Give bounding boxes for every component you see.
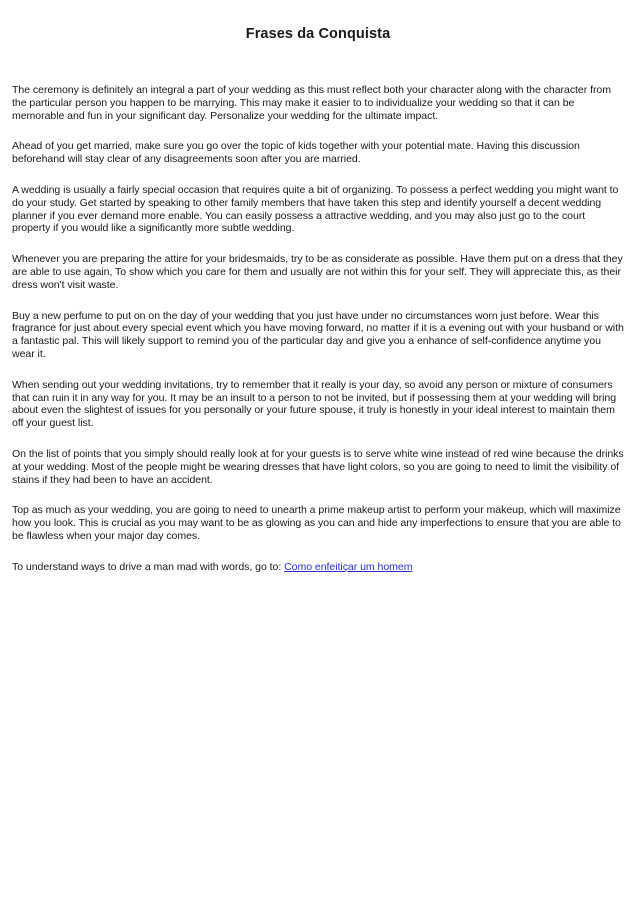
paragraph-invitations: When sending out your wedding invitations, try to remember that it really is your day, so avoid any person or mixture of consumers that can ruin it in any way for you. It may be an insult to a person to not be invited, but if possessing them at your wedding will bring about even the slightest of issues for you personally or your future spouse, it truly is honestly in your ideal interest to maintain them off your guest list. (12, 378, 617, 430)
paragraph-perfume: Buy a new perfume to put on on the day of your wedding that you just have under no circumstances worn just before. Wear this fragrance for just about every special event which you have moving forward, no matter if it is a evening out with your husband or with a fantastic pal. This will likely support to remind you of the particular day and give you a enhance of self-confidence anytime you wear it. (12, 309, 624, 360)
document-title: Frases da Conquista (245, 26, 391, 42)
paragraph-bridesmaids: Whenever you are preparing the attire for your bridesmaids, try to be as considerate as possible. Have them put on a dress that they are able to use again, To show which you care for them and usually are not within this for your self. They will appreciate this, as their dress won't visit waste. (12, 253, 623, 291)
paragraph-makeup: Top as much as your wedding, you are going to need to unearth a prime makeup artist to perform your makeup, which will maximize how you look. This is crucial as you may want to be as glowing as you can and hide any imperfections to ensure that you are able to be flawless when your major day comes. (12, 504, 621, 542)
paragraph-kids: Ahead of you get married, make sure you go over the topic of kids together with your potential mate. Having this discussion beforehand will stay clear of any disagreements soon after you are married. (12, 140, 580, 166)
paragraph-organizing: A wedding is usually a fairly special occasion that requires quite a bit of organizing. To possess a perfect wedding you might want to do your study. Get started by speaking to other family members that have taken this step and identify yourself a decent wedding planner if you ever demand more enable. You can easily possess a attractive wedding, and you may also just go to the court property if you would like a significantly more subtle wedding. (12, 183, 619, 235)
closing-paragraph (12, 561, 624, 574)
closing-text: To understand ways to drive a man mad with words, go to: (12, 560, 285, 573)
paragraph-wine: On the list of points that you simply should really look at for your guests is to serve white wine instead of red wine because the drinks at your wedding. Most of the people might be wearing dresses that have light colors, so you are going to need to limit the visibility of stains if they had been to have an accident. (12, 447, 624, 486)
enfeiticar-link[interactable]: Como enfeitiçar um homem (284, 560, 413, 573)
paragraph-ceremony: The ceremony is definitely an integral a part of your wedding as this must reflect both your character along with the character from the particular person you happen to be marrying. This may make it easier to to individualize your wedding so that it can be memorable and fun in your significant day. Personalize your wedding for the ultimate impact. (12, 84, 611, 122)
